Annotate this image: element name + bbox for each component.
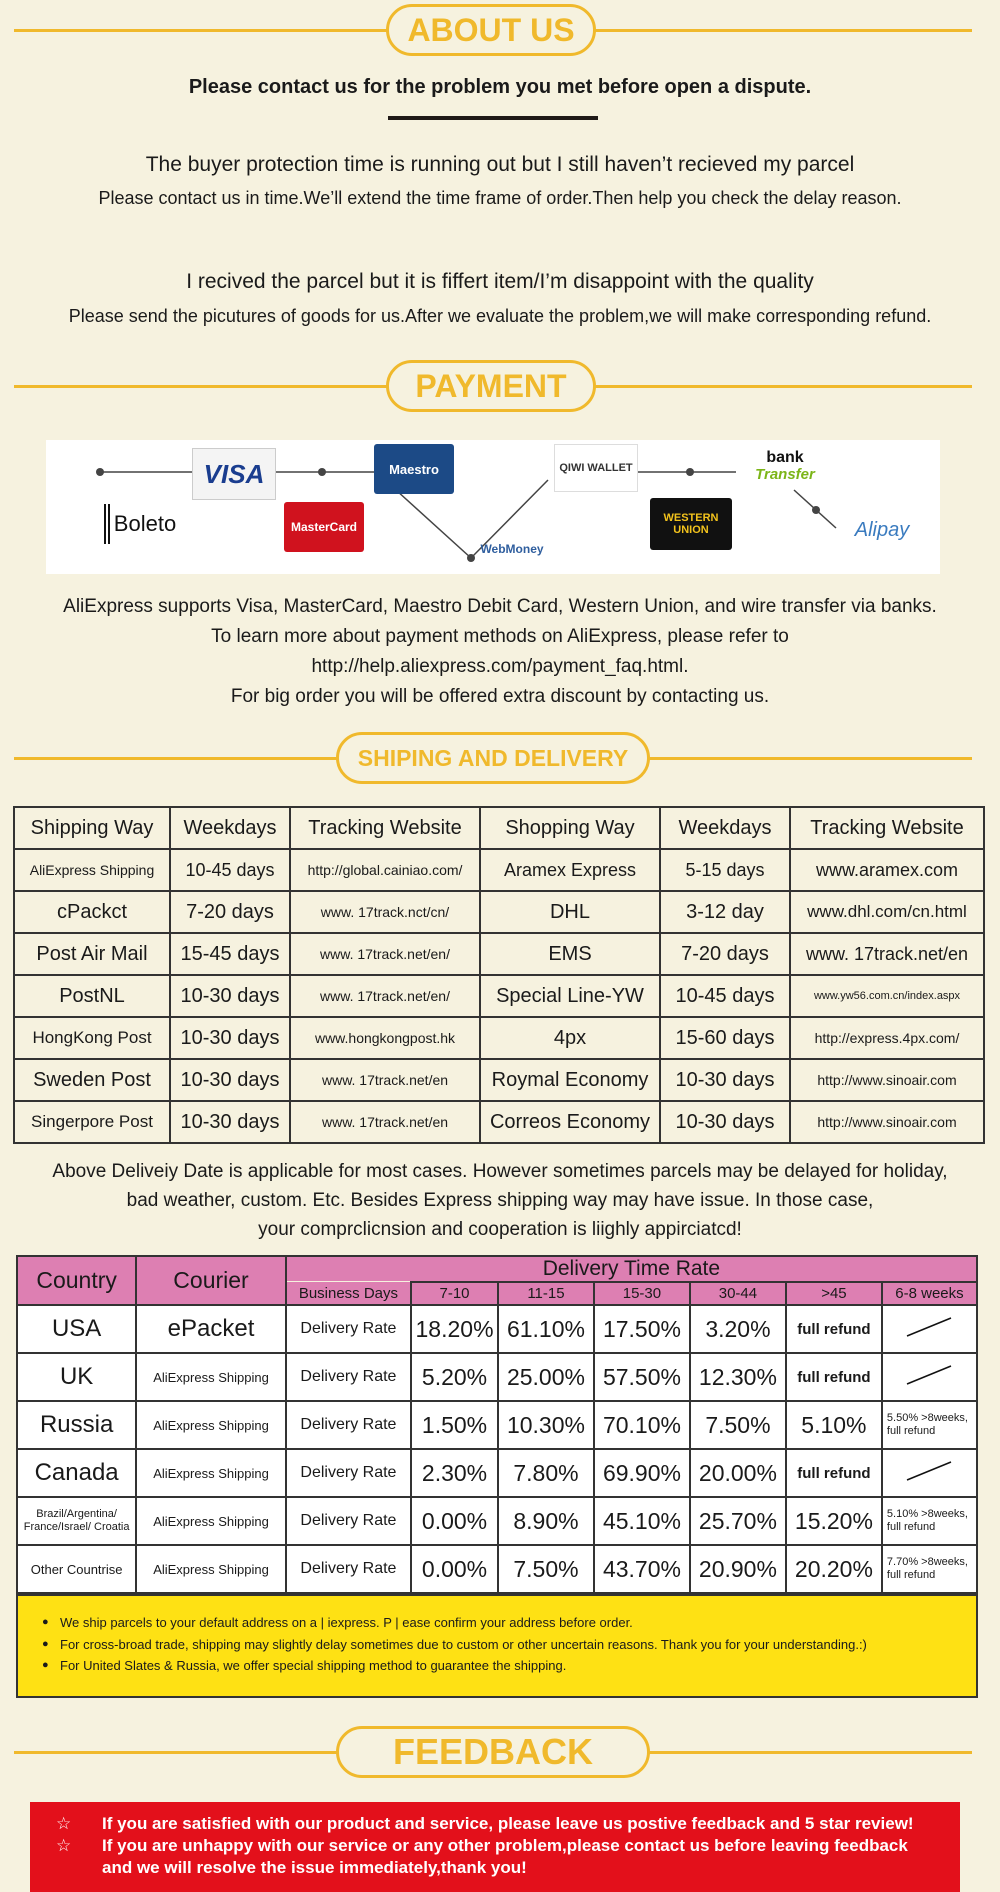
faq-question-1: The buyer protection time is running out but I still haven’t recieved my parcel <box>145 153 855 176</box>
table-header: Weekdays <box>170 807 290 849</box>
table-header: Weekdays <box>660 807 790 849</box>
table-cell: www. 17track.net/en <box>290 1101 480 1143</box>
rate-cell: 7.50% <box>690 1401 786 1449</box>
rate-cell: 18.20% <box>411 1305 498 1353</box>
table-cell: http://global.cainiao.com/ <box>290 849 480 891</box>
rate-cell: 0.00% <box>411 1497 498 1545</box>
table-row <box>14 1059 984 1101</box>
table-cell: 10-30 days <box>170 1059 290 1101</box>
rate-cell: 70.10% <box>594 1401 690 1449</box>
payment-faq-link[interactable]: http://help.aliexpress.com/payment_faq.html. <box>311 656 689 677</box>
list-item: ● We ship parcels to your default address on a | iexpress. P | ease confirm your address before order. <box>42 1612 976 1634</box>
table-cell: 10-45 days <box>660 975 790 1017</box>
table-cell: 4px <box>480 1017 660 1059</box>
table-cell: www.aramex.com <box>790 849 984 891</box>
webmoney-logo: WebMoney <box>480 542 544 556</box>
country-cell: Brazil/Argentina/ France/Israel/ Croatia <box>17 1497 136 1545</box>
rate-cell: 20.90% <box>690 1545 786 1593</box>
table-cell: 10-30 days <box>660 1059 790 1101</box>
rate-label: Delivery Rate <box>286 1353 411 1401</box>
rate-cell: 61.10% <box>498 1305 594 1353</box>
table-cell: PostNL <box>14 975 170 1017</box>
table-cell: Correos Economy <box>480 1101 660 1143</box>
courier-header: Courier <box>136 1256 286 1305</box>
faq-answer-2: Please send the picutures of goods for us.After we evaluate the problem,we will make corresponding refund. <box>68 306 932 326</box>
rate-cell: 5.20% <box>411 1353 498 1401</box>
table-cell: 15-60 days <box>660 1017 790 1059</box>
table-cell: Post Air Mail <box>14 933 170 975</box>
rate-cell: 15.20% <box>786 1497 882 1545</box>
table-cell: 10-45 days <box>170 849 290 891</box>
shipping-note-3: your comprclicnsion and cooperation is liighly appirciatcd! <box>258 1219 742 1240</box>
feedback-box <box>30 1802 960 1892</box>
rate-label: Delivery Rate <box>286 1545 411 1593</box>
table-row <box>14 1101 984 1143</box>
rate-cell: 20.20% <box>786 1545 882 1593</box>
about-us-title: ABOUT US <box>386 4 596 56</box>
qiwi-wallet-logo: QIWI WALLET <box>554 444 638 492</box>
table-row <box>17 1305 977 1353</box>
subheader: 7-10 <box>411 1282 498 1305</box>
payment-info-line-4: For big order you will be offered extra discount by contacting us. <box>230 686 770 707</box>
rate-cell: 0.00% <box>411 1545 498 1593</box>
shipping-title: SHIPING AND DELIVERY <box>336 732 650 784</box>
feedback-text: If you are satisfied with our product and service, please leave us postive feedback and 5 star review! <box>102 1814 914 1833</box>
payment-info-line-1: AliExpress supports Visa, MasterCard, Maestro Debit Card, Western Union, and wire transfer via banks. <box>63 596 937 617</box>
table-cell: AliExpress Shipping <box>14 849 170 891</box>
rate-cell: 17.50% <box>594 1305 690 1353</box>
table-cell: 7-20 days <box>170 891 290 933</box>
courier-cell: AliExpress Shipping <box>136 1449 286 1497</box>
table-cell: http://www.sinoair.com <box>790 1059 984 1101</box>
table-cell: www. 17track.nct/cn/ <box>290 891 480 933</box>
faq-question-2: I recived the parcel but it is fiffert item/I’m disappoint with the quality <box>186 270 814 293</box>
country-cell: Other Countrise <box>17 1545 136 1593</box>
table-cell: EMS <box>480 933 660 975</box>
table-row <box>14 975 984 1017</box>
subheader: 15-30 <box>594 1282 690 1305</box>
table-cell: www. 17track.net/en <box>790 933 984 975</box>
delivery-time-rate-title: Delivery Time Rate <box>286 1256 977 1282</box>
country-cell: Canada <box>17 1449 136 1497</box>
table-row <box>14 1017 984 1059</box>
rate-cell: full refund <box>786 1305 882 1353</box>
table-cell: HongKong Post <box>14 1017 170 1059</box>
rate-cell: 57.50% <box>594 1353 690 1401</box>
table-cell: Aramex Express <box>480 849 660 891</box>
rate-cell: 43.70% <box>594 1545 690 1593</box>
subheader: 30-44 <box>690 1282 786 1305</box>
rate-cell: 25.70% <box>690 1497 786 1545</box>
table-cell: www.hongkongpost.hk <box>290 1017 480 1059</box>
rate-cell: 69.90% <box>594 1449 690 1497</box>
rate-cell: 25.00% <box>498 1353 594 1401</box>
mastercard-logo: MasterCard <box>284 502 364 552</box>
table-cell: 10-30 days <box>660 1101 790 1143</box>
table-cell: www.dhl.com/cn.html <box>790 891 984 933</box>
feedback-text: and we will resolve the issue immediately,thank you! <box>102 1858 527 1877</box>
rate-label: Delivery Rate <box>286 1449 411 1497</box>
list-item: ● For cross-broad trade, shipping may slightly delay sometimes due to custom or other uncertain reasons. Thank you for your understanding.:) <box>42 1634 976 1656</box>
payment-info-line-2: To learn more about payment methods on AliExpress, please refer to <box>211 626 789 647</box>
table-header: Tracking Website <box>290 807 480 849</box>
table-header: Shopping Way <box>480 807 660 849</box>
subheader: 11-15 <box>498 1282 594 1305</box>
table-cell: www.yw56.com.cn/index.aspx <box>790 975 984 1017</box>
table-cell: 10-30 days <box>170 975 290 1017</box>
rate-cell: full refund <box>786 1353 882 1401</box>
faq-answer-1: Please contact us in time.We’ll extend the time frame of order.Then help you check the delay reason. <box>98 188 902 208</box>
table-cell: www. 17track.net/en <box>290 1059 480 1101</box>
rate-cell: 1.50% <box>411 1401 498 1449</box>
table-cell: http://express.4px.com/ <box>790 1017 984 1059</box>
country-cell: UK <box>17 1353 136 1401</box>
rate-cell: 8.90% <box>498 1497 594 1545</box>
maestro-logo: Maestro <box>374 444 454 494</box>
rate-cell: 10.30% <box>498 1401 594 1449</box>
feedback-header <box>14 1722 972 1782</box>
empty-slash-cell <box>882 1353 977 1401</box>
table-header-row <box>14 807 984 849</box>
table-cell: 7-20 days <box>660 933 790 975</box>
subheader: 6-8 weeks <box>882 1282 977 1305</box>
feedback-title: FEEDBACK <box>336 1726 650 1778</box>
rate-cell: 2.30% <box>411 1449 498 1497</box>
slash-mark <box>899 1360 959 1390</box>
table-row <box>14 891 984 933</box>
payment-header <box>14 356 972 416</box>
courier-cell: AliExpress Shipping <box>136 1545 286 1593</box>
table-row <box>17 1497 977 1545</box>
empty-slash-cell <box>882 1449 977 1497</box>
extended-delivery-note: 7.70% >8weeks, full refund <box>882 1545 977 1593</box>
slash-mark <box>899 1456 959 1486</box>
slash-mark <box>899 1312 959 1342</box>
table-header: Shipping Way <box>14 807 170 849</box>
table-cell: www. 17track.net/en/ <box>290 933 480 975</box>
table-cell: 15-45 days <box>170 933 290 975</box>
subheader: Business Days <box>286 1282 411 1305</box>
table-header: Tracking Website <box>790 807 984 849</box>
country-header: Country <box>17 1256 136 1305</box>
intro-underline <box>388 116 598 120</box>
boleto-logo: Boleto <box>104 504 180 544</box>
table-cell: cPackct <box>14 891 170 933</box>
shipping-table <box>13 806 985 1144</box>
rate-label: Delivery Rate <box>286 1497 411 1545</box>
star-icon: ☆ <box>56 1836 72 1855</box>
table-cell: DHL <box>480 891 660 933</box>
payment-methods-strip <box>46 440 940 574</box>
bank-transfer-logo <box>740 444 830 488</box>
table-row <box>17 1449 977 1497</box>
payment-title: PAYMENT <box>386 360 596 412</box>
subheader: >45 <box>786 1282 882 1305</box>
table-cell: Roymal Economy <box>480 1059 660 1101</box>
rate-cell: 5.10% <box>786 1401 882 1449</box>
table-cell: 10-30 days <box>170 1101 290 1143</box>
table-row <box>17 1353 977 1401</box>
table-cell: Singerpore Post <box>14 1101 170 1143</box>
rate-cell: 12.30% <box>690 1353 786 1401</box>
rate-label: Delivery Rate <box>286 1305 411 1353</box>
rate-cell: 7.80% <box>498 1449 594 1497</box>
delivery-header-row <box>17 1256 977 1282</box>
courier-cell: ePacket <box>136 1305 286 1353</box>
rate-cell: 20.00% <box>690 1449 786 1497</box>
shipping-notes-box <box>16 1594 978 1698</box>
table-cell: Special Line-YW <box>480 975 660 1017</box>
shipping-notes-list <box>18 1596 976 1677</box>
rate-cell: full refund <box>786 1449 882 1497</box>
table-row <box>17 1401 977 1449</box>
extended-delivery-note: 5.10% >8weeks, full refund <box>882 1497 977 1545</box>
table-cell: www. 17track.net/en/ <box>290 975 480 1017</box>
star-icon: ☆ <box>56 1814 72 1833</box>
table-cell: 3-12 day <box>660 891 790 933</box>
country-cell: Russia <box>17 1401 136 1449</box>
rate-label: Delivery Rate <box>286 1401 411 1449</box>
empty-slash-cell <box>882 1305 977 1353</box>
courier-cell: AliExpress Shipping <box>136 1353 286 1401</box>
feedback-text: If you are unhappy with our service or any other problem,please contact us before leaving feedback <box>102 1836 908 1855</box>
rate-cell: 45.10% <box>594 1497 690 1545</box>
table-cell: 5-15 days <box>660 849 790 891</box>
courier-cell: AliExpress Shipping <box>136 1401 286 1449</box>
table-row <box>17 1545 977 1593</box>
western-union-logo: WESTERN UNION <box>650 498 732 550</box>
shipping-note-2: bad weather, custom. Etc. Besides Express shipping way may have issue. In those case, <box>126 1190 874 1211</box>
rate-cell: 7.50% <box>498 1545 594 1593</box>
about-intro: Please contact us for the problem you met before open a dispute. <box>188 76 812 98</box>
table-cell: Sweden Post <box>14 1059 170 1101</box>
table-row <box>14 849 984 891</box>
alipay-logo: Alipay <box>854 518 910 541</box>
shipping-note-1: Above Deliveiy Date is applicable for most cases. However sometimes parcels may be delayed for holiday, <box>52 1161 948 1182</box>
visa-logo: VISA <box>192 448 276 500</box>
table-cell: 10-30 days <box>170 1017 290 1059</box>
bank-transfer-text-2: Transfer <box>755 466 815 483</box>
table-row <box>14 933 984 975</box>
about-us-header <box>14 0 972 60</box>
rate-cell: 3.20% <box>690 1305 786 1353</box>
bank-transfer-text-1: bank <box>766 449 804 466</box>
extended-delivery-note: 5.50% >8weeks, full refund <box>882 1401 977 1449</box>
shipping-header <box>14 728 972 788</box>
list-item: ● For United Slates & Russia, we offer special shipping method to guarantee the shipping. <box>42 1655 976 1677</box>
table-cell: http://www.sinoair.com <box>790 1101 984 1143</box>
delivery-rate-table <box>16 1255 978 1594</box>
country-cell: USA <box>17 1305 136 1353</box>
courier-cell: AliExpress Shipping <box>136 1497 286 1545</box>
